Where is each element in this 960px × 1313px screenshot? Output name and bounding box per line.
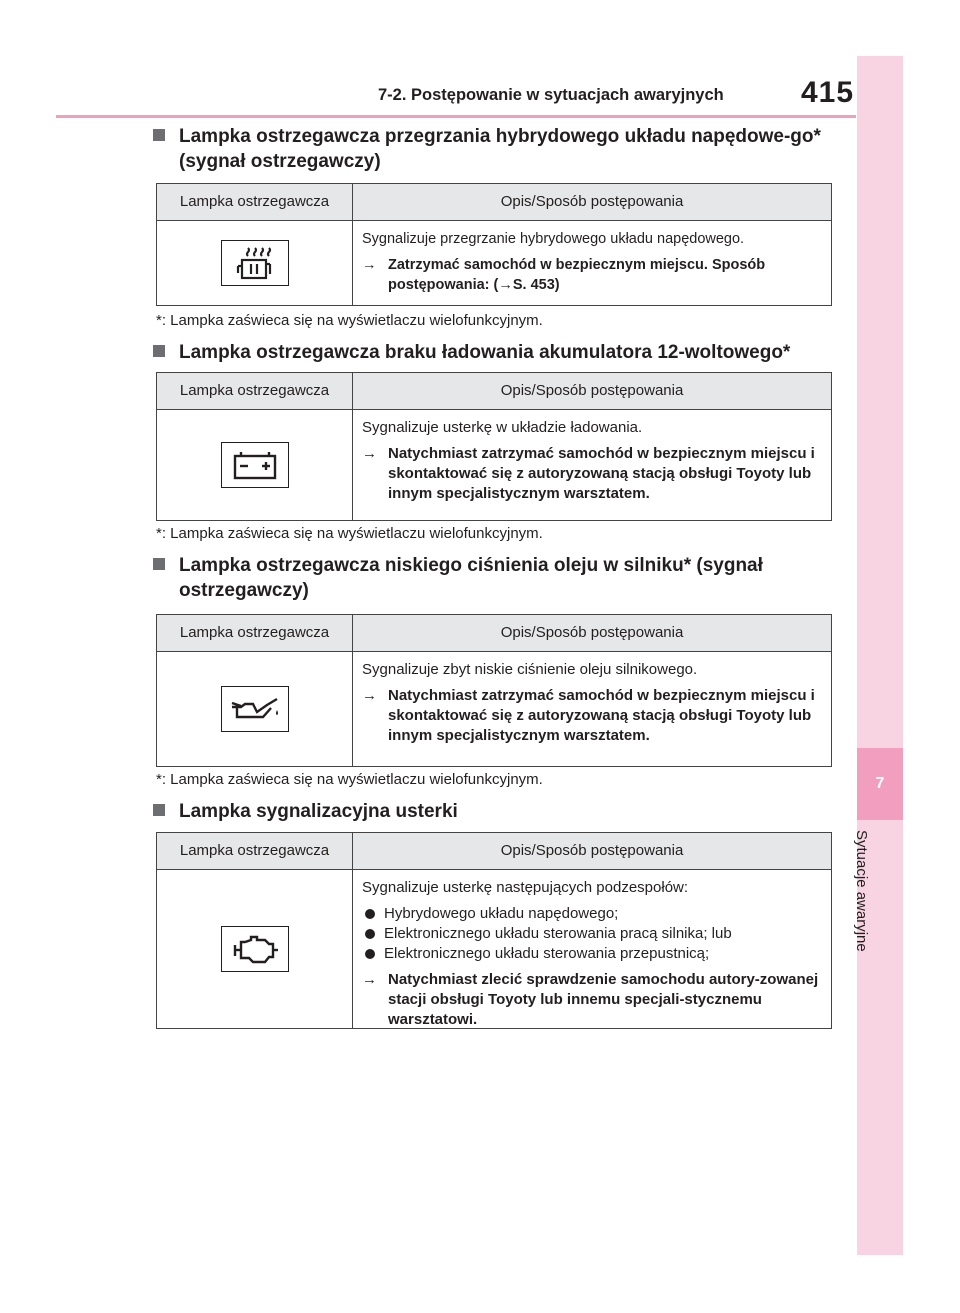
arrow-right-icon: → xyxy=(362,687,377,704)
action-text: → Zatrzymać samochód w bezpiecznym miejscu. Sposób postępowania: (→S. 453) xyxy=(362,257,766,293)
section-heading-battery: Lampka ostrzegawcza braku ładowania akumulatora 12-woltowego* xyxy=(155,340,835,365)
action-text: → Natychmiast zatrzymać samochód w bezpiecznym miejscu i skontaktować się z autoryzowaną stacją obsługi Toyoty lub innym specjalistycznym warsztatem. xyxy=(362,445,815,502)
table-header xyxy=(157,615,831,652)
footnote: *: Lampka zaświeca się na wyświetlaczu wielofunkcyjnym. xyxy=(156,312,543,329)
header-rule xyxy=(56,115,856,118)
chapter-label: Sytuacje awaryjne xyxy=(853,830,870,952)
table-row xyxy=(157,870,831,1028)
warning-table-oil xyxy=(156,614,832,767)
column-header-lamp: Lampka ostrzegawcza xyxy=(157,615,353,651)
bullet-dot-icon xyxy=(365,929,375,939)
column-header-lamp: Lampka ostrzegawcza xyxy=(157,184,353,220)
list-item: Elektronicznego układu sterowania pracą silnika; lub xyxy=(362,924,823,944)
section-heading-malfunction: Lampka sygnalizacyjna usterki xyxy=(155,799,835,824)
heading-bullet-icon xyxy=(153,558,165,570)
arrow-right-icon: → xyxy=(362,971,377,988)
column-header-description: Opis/Sposób postępowania xyxy=(500,382,684,399)
chapter-sidebar xyxy=(857,56,903,1255)
page-number: 415 xyxy=(801,76,855,109)
bullet-dot-icon xyxy=(365,909,375,919)
list-item: Hybrydowego układu napędowego; xyxy=(362,904,823,924)
oil-pressure-icon xyxy=(221,686,289,732)
description-text: Sygnalizuje przegrzanie hybrydowego układu napędowego. xyxy=(362,231,745,247)
hybrid-overheat-icon xyxy=(221,240,289,286)
list-item: Elektronicznego układu sterowania przepustnicą; xyxy=(362,944,823,964)
column-header-description: Opis/Sposób postępowania xyxy=(500,842,684,859)
description-text: Sygnalizuje usterkę następujących podzespołów: xyxy=(362,879,689,896)
warning-table-overheat xyxy=(156,183,832,306)
footnote: *: Lampka zaświeca się na wyświetlaczu wielofunkcyjnym. xyxy=(156,525,543,542)
chapter-tab[interactable]: 7 xyxy=(857,748,903,820)
footnote: *: Lampka zaświeca się na wyświetlaczu wielofunkcyjnym. xyxy=(156,771,543,788)
bullet-list xyxy=(362,904,823,964)
table-row xyxy=(157,652,831,766)
action-text: → Natychmiast zatrzymać samochód w bezpiecznym miejscu i skontaktować się z autoryzowaną stacją obsługi Toyoty lub innym specjalistycznym warsztatem. xyxy=(362,687,815,744)
battery-icon xyxy=(221,442,289,488)
arrow-right-icon: → xyxy=(362,445,377,462)
arrow-right-icon: → xyxy=(362,257,377,273)
column-header-description: Opis/Sposób postępowania xyxy=(500,193,684,210)
warning-table-malfunction xyxy=(156,832,832,1029)
table-header xyxy=(157,833,831,870)
column-header-description: Opis/Sposób postępowania xyxy=(500,624,684,641)
table-header xyxy=(157,184,831,221)
page-header-title: 7-2. Postępowanie w sytuacjach awaryjnych xyxy=(378,86,724,104)
check-engine-icon xyxy=(221,926,289,972)
column-header-lamp: Lampka ostrzegawcza xyxy=(157,833,353,869)
heading-bullet-icon xyxy=(153,804,165,816)
section-heading-oil: Lampka ostrzegawcza niskiego ciśnienia oleju w silniku* (sygnał ostrzegawczy) xyxy=(155,553,835,603)
bullet-dot-icon xyxy=(365,949,375,959)
action-text: → Natychmiast zlecić sprawdzenie samochodu autory-zowanej stacji obsługi Toyoty lub innemu specjali-stycznemu warsztatowi. xyxy=(362,971,819,1028)
column-header-lamp: Lampka ostrzegawcza xyxy=(157,373,353,409)
description-text: Sygnalizuje zbyt niskie ciśnienie oleju silnikowego. xyxy=(362,661,698,678)
description-text: Sygnalizuje usterkę w układzie ładowania. xyxy=(362,419,643,436)
table-row xyxy=(157,221,831,305)
warning-table-battery xyxy=(156,372,832,521)
heading-bullet-icon xyxy=(153,345,165,357)
heading-bullet-icon xyxy=(153,129,165,141)
table-row xyxy=(157,410,831,520)
table-header xyxy=(157,373,831,410)
section-heading-overheat: Lampka ostrzegawcza przegrzania hybrydowego układu napędowe-go* (sygnał ostrzegawczy) xyxy=(155,124,835,174)
